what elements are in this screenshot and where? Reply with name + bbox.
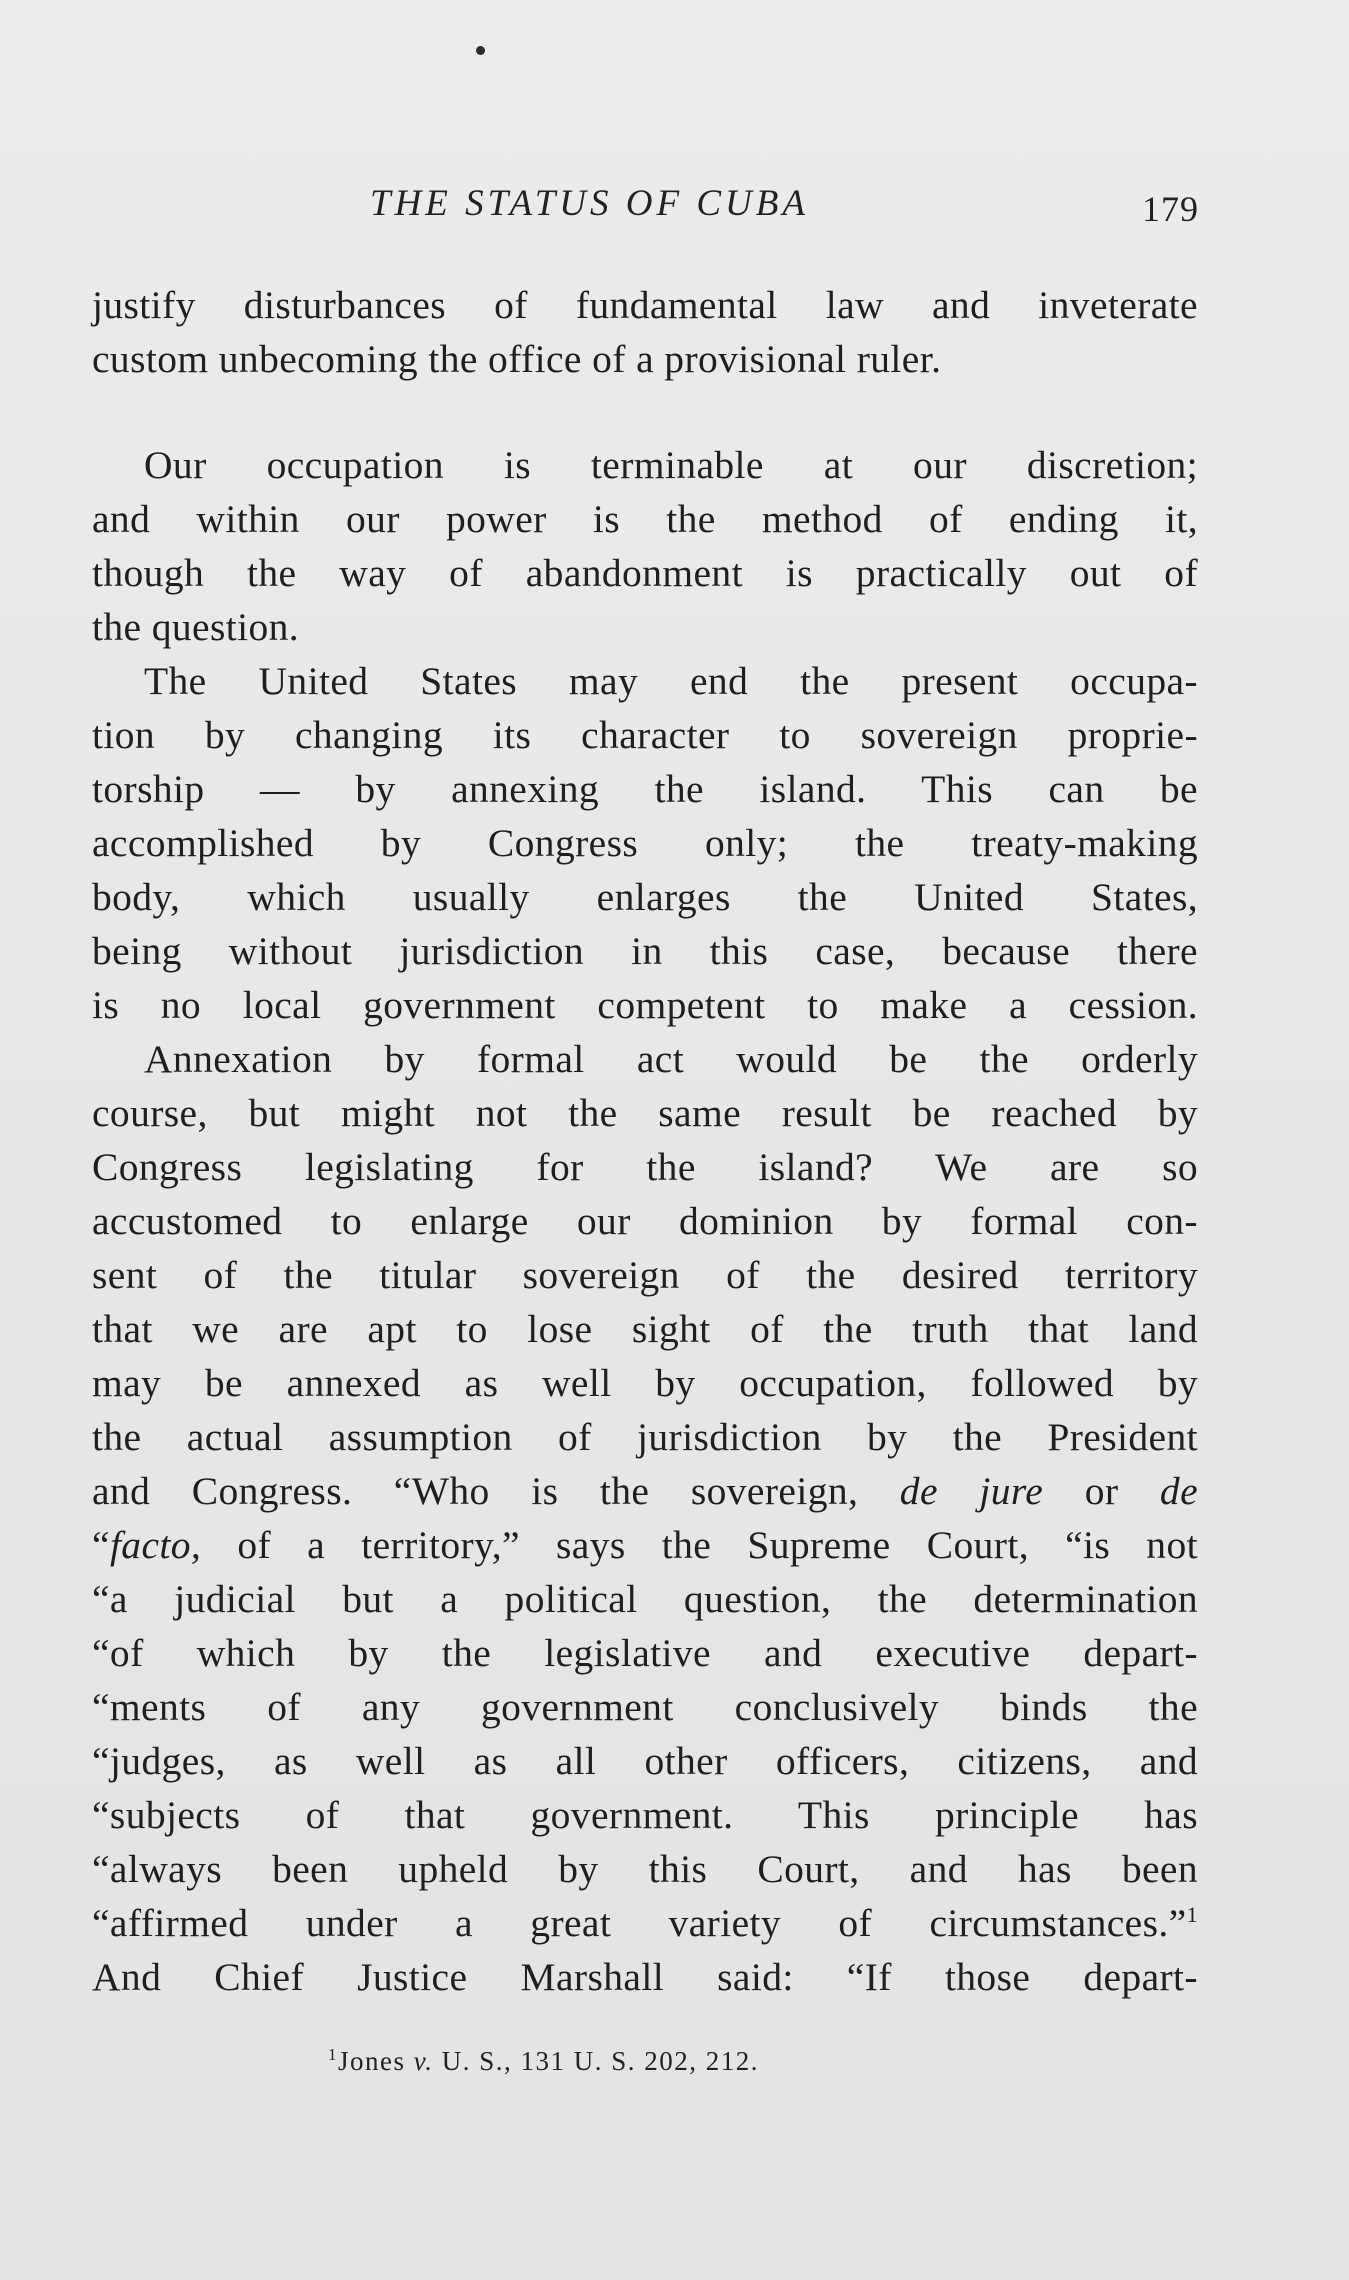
text-line-with-italics [92, 1464, 1198, 1518]
text-line: justify disturbances of fundamental law and inveterate [92, 283, 1198, 327]
page-header [0, 182, 1349, 242]
italic-term: de [1159, 1469, 1199, 1513]
text-line: “always been upheld by this Court, and has been [92, 1847, 1198, 1891]
page-number: 179 [1142, 189, 1199, 229]
text-line: body, which usually enlarges the United States, [92, 875, 1198, 919]
text-line: Our occupation is terminable at our discretion; [144, 443, 1198, 487]
text-line: And Chief Justice Marshall said: “If those depart- [92, 1955, 1198, 1999]
text-line: course, but might not the same result be reached by [92, 1091, 1198, 1135]
footnote-text: Jones [338, 2046, 414, 2076]
italic-term: de jure [899, 1469, 1044, 1513]
text-line-with-italics [92, 1518, 1198, 1572]
text-line-with-footnote-ref [92, 1896, 1198, 1950]
text-line: custom unbecoming the office of a provisional ruler. [92, 337, 942, 381]
text-line: that we are apt to lose sight of the truth that land [92, 1307, 1198, 1351]
footnote-reference: 1 [1186, 1902, 1198, 1927]
text-line: may be annexed as well by occupation, followed by [92, 1361, 1198, 1405]
text-segment: “affirmed under a great variety of circumstances.” [92, 1901, 1187, 1945]
text-segment: and Congress. “Who is the sovereign, [92, 1469, 900, 1513]
text-line: accomplished by Congress only; the treaty-making [92, 821, 1198, 865]
footnote-marker: 1 [328, 2045, 338, 2064]
text-line: is no local government competent to make a cession. [92, 983, 1198, 1027]
text-line: “ments of any government conclusively binds the [92, 1685, 1198, 1729]
footnote-italic: v. [413, 2046, 434, 2076]
paragraph-gap [92, 386, 1198, 438]
text-line: “of which by the legislative and executive depart- [92, 1631, 1198, 1675]
footnote-text: U. S., 131 U. S. 202, 212. [433, 2046, 760, 2076]
text-line: Congress legislating for the island? We are so [92, 1145, 1198, 1189]
text-segment: “ [92, 1523, 110, 1567]
text-line: accustomed to enlarge our dominion by formal con- [92, 1199, 1198, 1243]
text-line: being without jurisdiction in this case, because there [92, 929, 1198, 973]
ink-speck [476, 46, 485, 55]
text-segment: of a territory,” says the Supreme Court, “is not [201, 1523, 1198, 1567]
text-line: Annexation by formal act would be the orderly [144, 1037, 1198, 1081]
text-line: sent of the titular sovereign of the desired territory [92, 1253, 1198, 1297]
text-line: tion by changing its character to sovereign proprie- [92, 713, 1198, 757]
text-line: “a judicial but a political question, the determination [92, 1577, 1198, 1621]
text-line: “judges, as well as all other officers, citizens, and [92, 1739, 1198, 1783]
body-text [92, 278, 1198, 2004]
footnote [328, 2046, 759, 2077]
running-head: THE STATUS OF CUBA [370, 183, 809, 224]
text-segment: or [1043, 1469, 1160, 1513]
text-line: the question. [92, 605, 300, 649]
text-line: and within our power is the method of ending it, [92, 497, 1198, 541]
text-line: torship — by annexing the island. This can be [92, 767, 1198, 811]
text-line: though the way of abandonment is practically out of [92, 551, 1198, 595]
text-line: “subjects of that government. This principle has [92, 1793, 1198, 1837]
text-line: the actual assumption of jurisdiction by the President [92, 1415, 1198, 1459]
text-line: The United States may end the present occupa- [144, 659, 1198, 703]
italic-term: facto, [109, 1523, 202, 1567]
